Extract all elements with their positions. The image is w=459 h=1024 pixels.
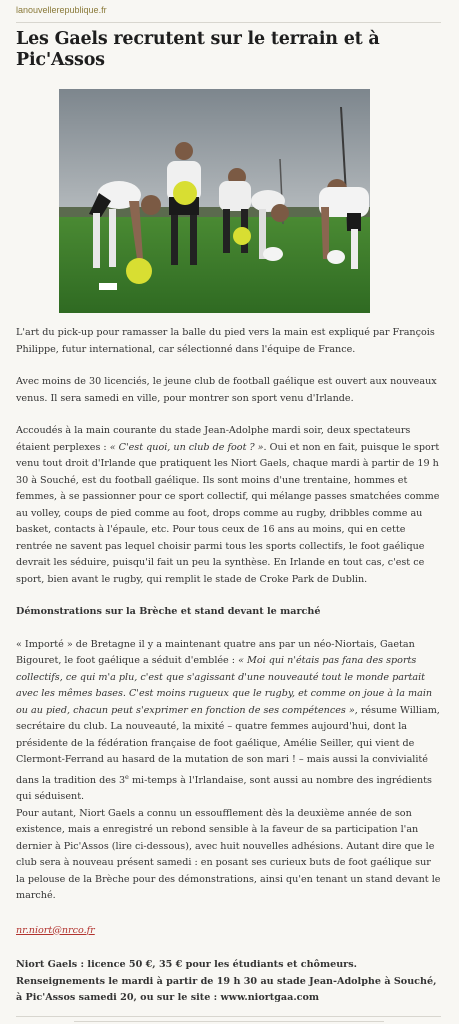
players-photo-image <box>59 89 370 313</box>
paragraph-4-quote: « Moi qui n'étais pas fana des sports collectifs, ce qui m'a plu, c'est que s'agissant d'une nouveauté tout le monde partait avec les mêmes bases. C'est moins rugueux que le rugby, et comme on joue à la main ou au pied, chacun peut s'exprimer en fonction de ses compétences » <box>16 655 433 716</box>
top-divider <box>16 22 441 23</box>
bottom-divider <box>16 1016 441 1017</box>
paragraph-4-text: « Importé » de Bretagne il y a maintenant quatre ans par un néo-Niortais, Gaetan Bigouret, le foot gaélique a séduit d'emblée : <box>16 638 415 666</box>
paragraph-4 <box>16 637 441 806</box>
paragraph-3-quote: « C'est quoi, un club de foot ? » <box>109 441 264 453</box>
info-paragraph: Niort Gaels : licence 50 €, 35 € pour les étudiants et chômeurs. Renseignements le mardi à partir de 19 h 30 au stade Jean-Adolphe à Souché, à Pic'Assos samedi 20, ou sur le site : www.niortgaa.com <box>16 959 437 1004</box>
paragraph-3-text: Accoudés à la main courante du stade Jean-Adolphe mardi soir, deux spectateurs étaient perplexes : <box>16 425 411 453</box>
site-name[interactable]: lanouvellerepublique.fr <box>16 5 107 15</box>
paragraph-4-text-mid: , résume William, secrétaire du club. La nouveauté, la mixité – quatre femmes aujourd'hui, dont la présidente de la fédération française de foot gaélique, Amélie Seiller, qui vient de Clermont-Ferrand au hasard de la mutation de son mari ! – mais aussi la convivialité dans la tradition des 3 <box>16 704 440 786</box>
paragraph-2: Avec moins de 30 licenciés, le jeune club de football gaélique est ouvert aux nouveaux venus. Il sera samedi en ville, pour montrer son sport venu d'Irlande. <box>16 376 437 404</box>
paragraph-5: Pour autant, Niort Gaels a connu un essoufflement dès la deuxième année de son existence, mais a enregistré un rebond sensible à la faveur de sa participation l'an dernier à Pic'Assos (lire ci-dessous), avec huit nouvelles adhésions. Autant dire que le club sera à nouveau présent samedi : en posant ses curieux buts de foot gaélique sur la pelouse de la Brèche pour des démonstrations, ainsi qu'en tenant un stand devant le marché. <box>16 807 441 902</box>
email-paragraph <box>16 923 441 940</box>
article-headline: Les Gaels recrutent sur le terrain et à Pic'Assos <box>16 29 380 70</box>
paragraph-4-superscript: e <box>125 772 129 781</box>
section-subhead: Démonstrations sur la Brèche et stand devant le marché <box>16 606 321 617</box>
article-body <box>16 325 441 1007</box>
email-link[interactable]: nr.niort@nrco.fr <box>16 924 95 936</box>
paragraph-3-text-end: . Oui et non en fait, puisque le sport venu tout droit d'Irlande que pratiquent les Niort Gaels, chaque mardi à partir de 19 h 30 à Souché, est du football gaélique. Ils sont moins d'une trentaine, hommes et femmes, à se passionner pour ce sport collectif, qui mélange passes smatchées comme au volley, coups de pied comme au foot, drops comme au rugby, dribbles comme au basket, contacts à l'épaule, etc. Pour tous ceux de 16 ans au moins, qui en cette rentrée ne savent pas lequel choisir parmi tous les sports collectifs, le foot gaélique devrait les séduire, puisqu'il fait un peu la synthèse. En Irlande en tout cas, c'est ce sport, bien avant le rugby, qui remplit le stade de Croke Park de Dublin. <box>16 441 440 585</box>
bottom-divider-short <box>74 1021 384 1022</box>
paragraph-4-text-end: mi-temps à l'Irlandaise, sont aussi au nombre des ingrédients qui séduisent. <box>16 774 432 803</box>
paragraph-3 <box>16 423 441 588</box>
article-photo <box>59 89 370 313</box>
paragraph-1: L'art du pick-up pour ramasser la balle du pied vers la main est expliqué par François Philippe, futur international, car sélectionné dans l'équipe de France. <box>16 327 435 355</box>
